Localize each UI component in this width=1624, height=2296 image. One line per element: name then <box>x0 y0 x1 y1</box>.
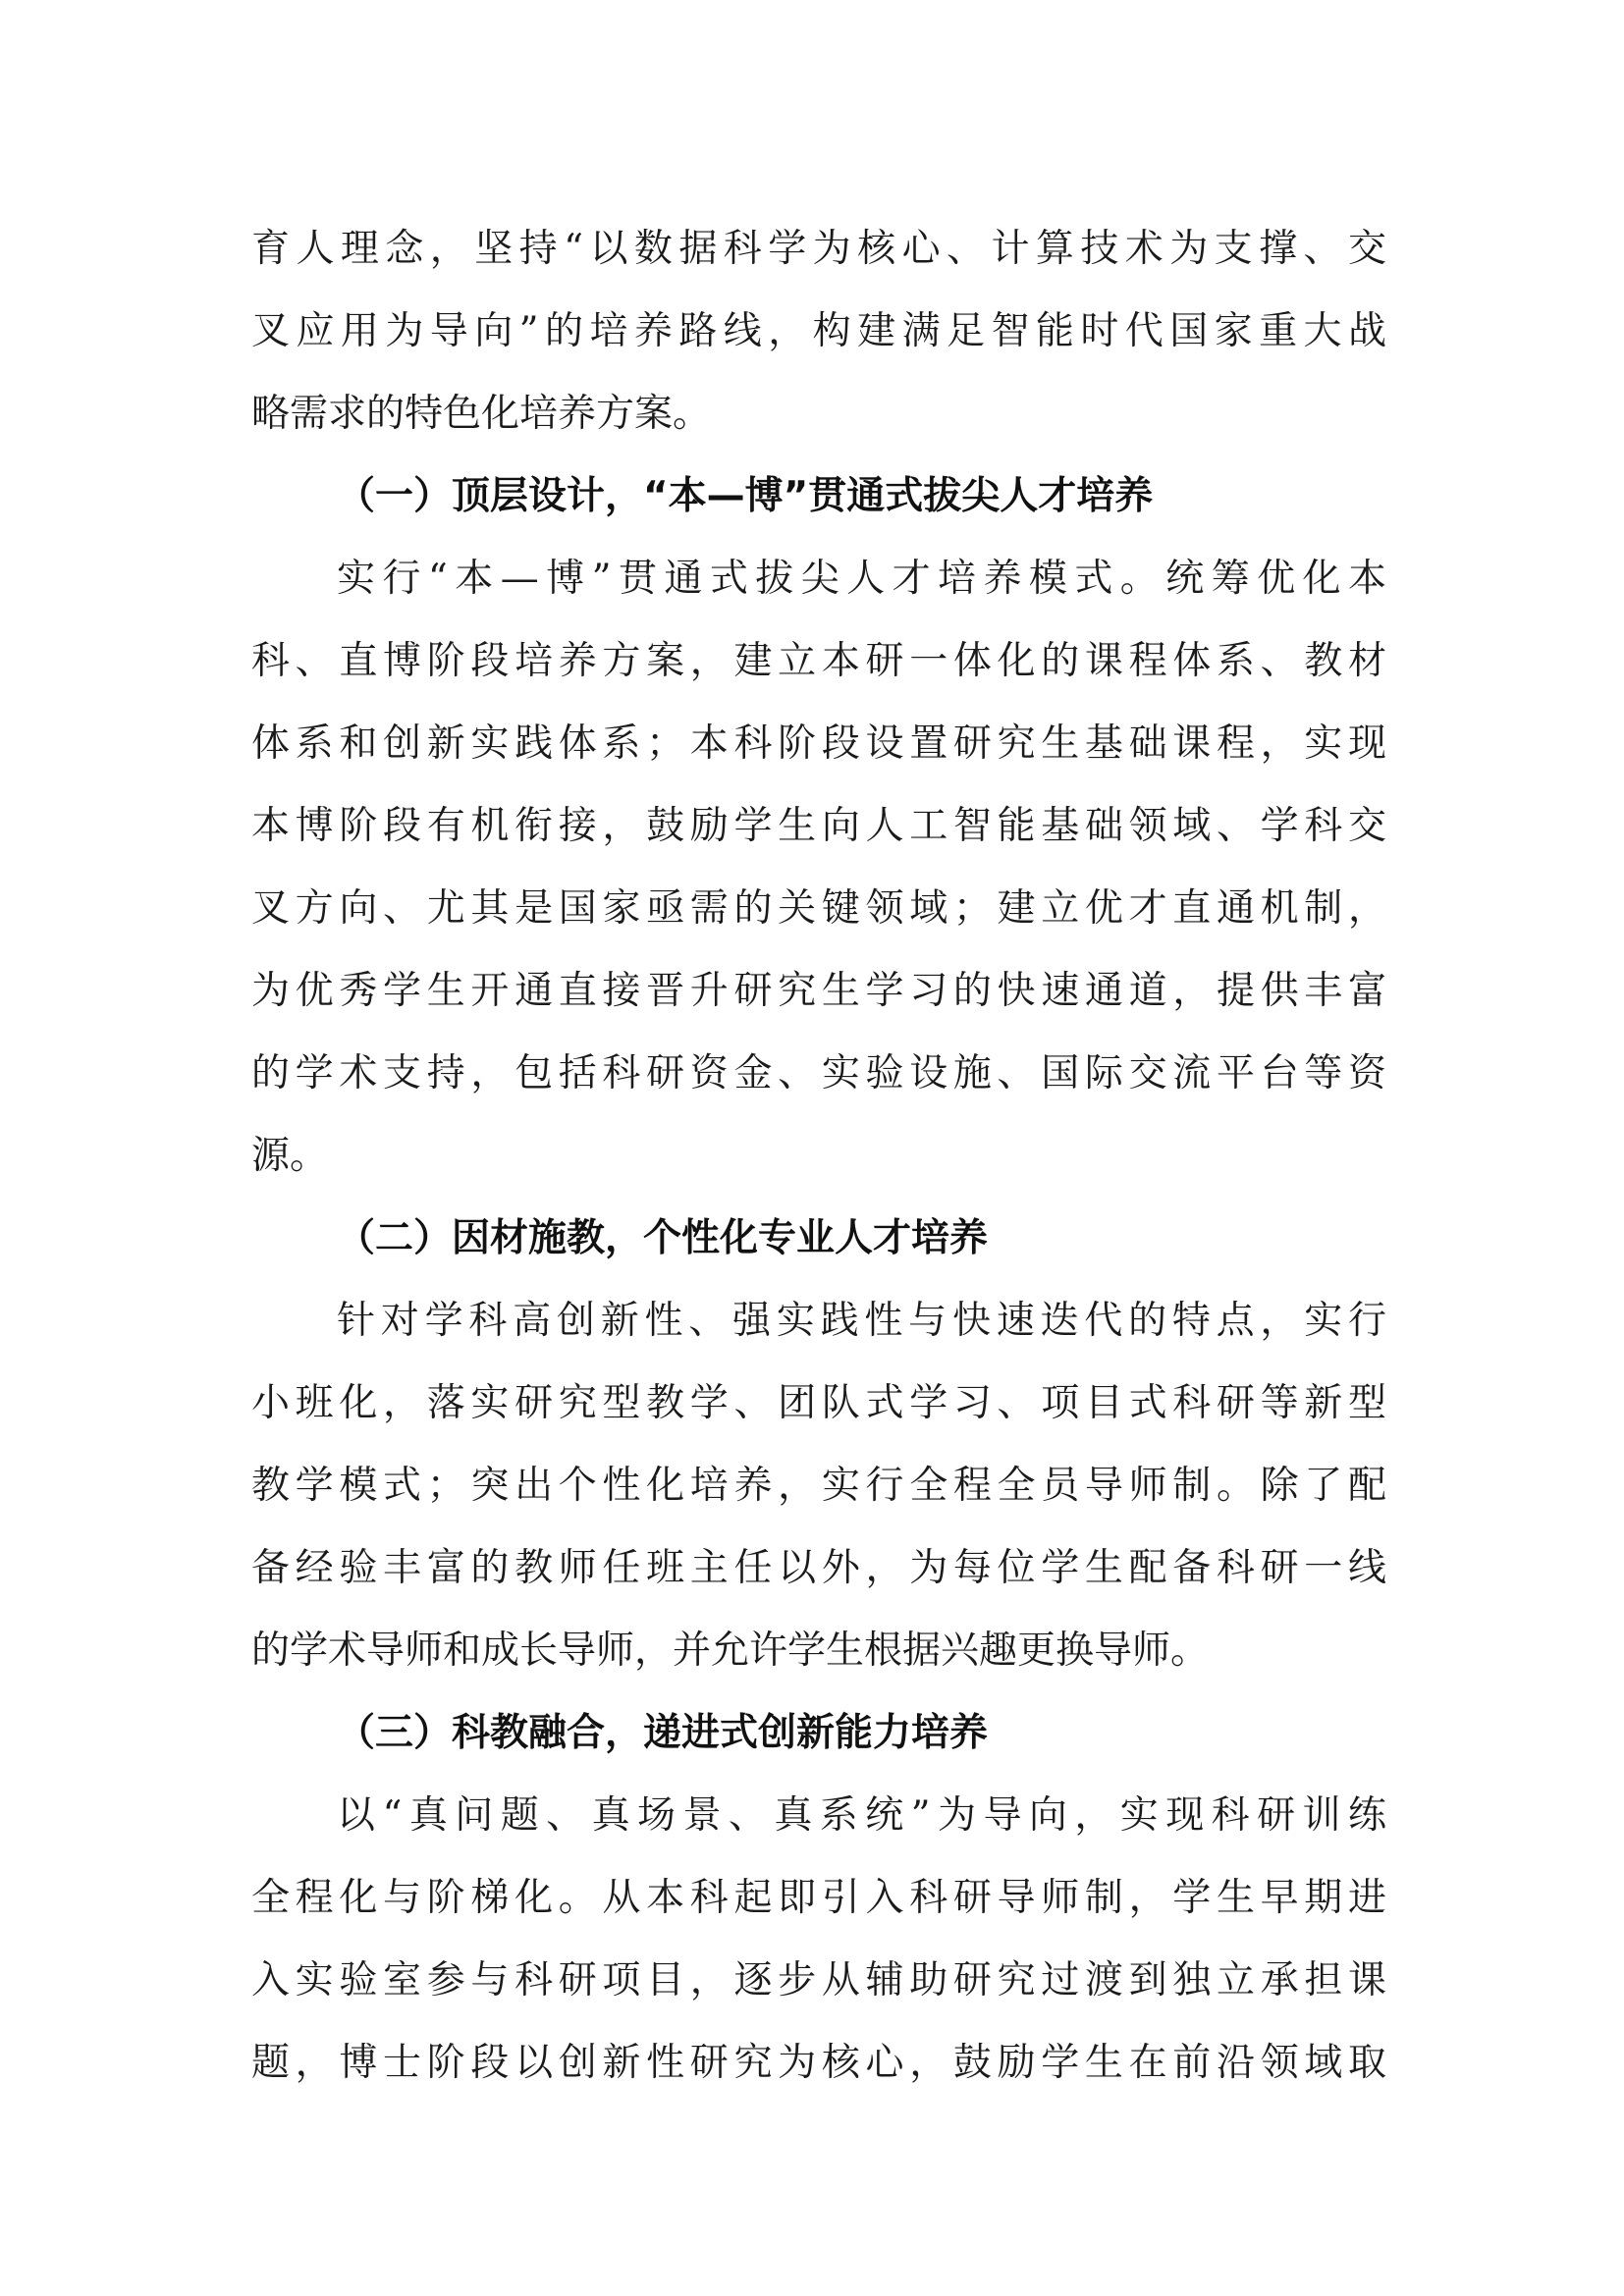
paragraph-line: 体系和创新实践体系；本科阶段设置研究生基础课程，实现 <box>251 721 1386 766</box>
paragraph-line: 叉应用为导向”的培养路线，构建满足智能时代国家重大战 <box>251 309 1386 353</box>
paragraph-line: 以“真问题、真场景、真系统”为导向，实现科研训练 <box>337 1793 1386 1838</box>
section-heading-2: （二）因材施教，个性化专业人才培养 <box>337 1216 989 1260</box>
paragraph-line: 为优秀学生开通直接晋升研究生学习的快速通道，提供丰富 <box>251 969 1386 1013</box>
paragraph-line: 小班化，落实研究型教学、团队式学习、项目式科研等新型 <box>251 1381 1386 1425</box>
section-heading-3: （三）科教融合，递进式创新能力培养 <box>337 1711 989 1755</box>
paragraph-line: 全程化与阶梯化。从本科起即引入科研导师制，学生早期进 <box>251 1876 1386 1920</box>
paragraph-line: 的学术支持，包括科研资金、实验设施、国际交流平台等资 <box>251 1051 1386 1095</box>
paragraph-line: 教学模式；突出个性化培养，实行全程全员导师制。除了配 <box>251 1464 1386 1508</box>
paragraph-line: 本博阶段有机衔接，鼓励学生向人工智能基础领域、学科交 <box>251 804 1386 848</box>
paragraph-line: 叉方向、尤其是国家亟需的关键领域；建立优才直通机制， <box>251 886 1386 931</box>
paragraph-line: 科、直博阶段培养方案，建立本研一体化的课程体系、教材 <box>251 639 1386 683</box>
paragraph-line: 备经验丰富的教师任班主任以外，为每位学生配备科研一线 <box>251 1546 1386 1590</box>
paragraph-line: 育人理念，坚持“以数据科学为核心、计算技术为支撑、交 <box>251 227 1386 271</box>
paragraph-line: 入实验室参与科研项目，逐步从辅助研究过渡到独立承担课 <box>251 1958 1386 2002</box>
paragraph-line: 实行“本—博”贯通式拔尖人才培养模式。统筹优化本 <box>337 557 1386 601</box>
paragraph-line: 源。 <box>251 1134 329 1178</box>
paragraph-line: 的学术导师和成长导师，并允许学生根据兴趣更换导师。 <box>251 1629 1210 1673</box>
paragraph-line: 题，博士阶段以创新性研究为核心，鼓励学生在前沿领域取 <box>251 2041 1386 2085</box>
paragraph-line: 略需求的特色化培养方案。 <box>251 392 712 436</box>
section-heading-1: （一）顶层设计，“本—博”贯通式拔尖人才培养 <box>337 474 1154 518</box>
paragraph-line: 针对学科高创新性、强实践性与快速迭代的特点，实行 <box>337 1299 1386 1343</box>
